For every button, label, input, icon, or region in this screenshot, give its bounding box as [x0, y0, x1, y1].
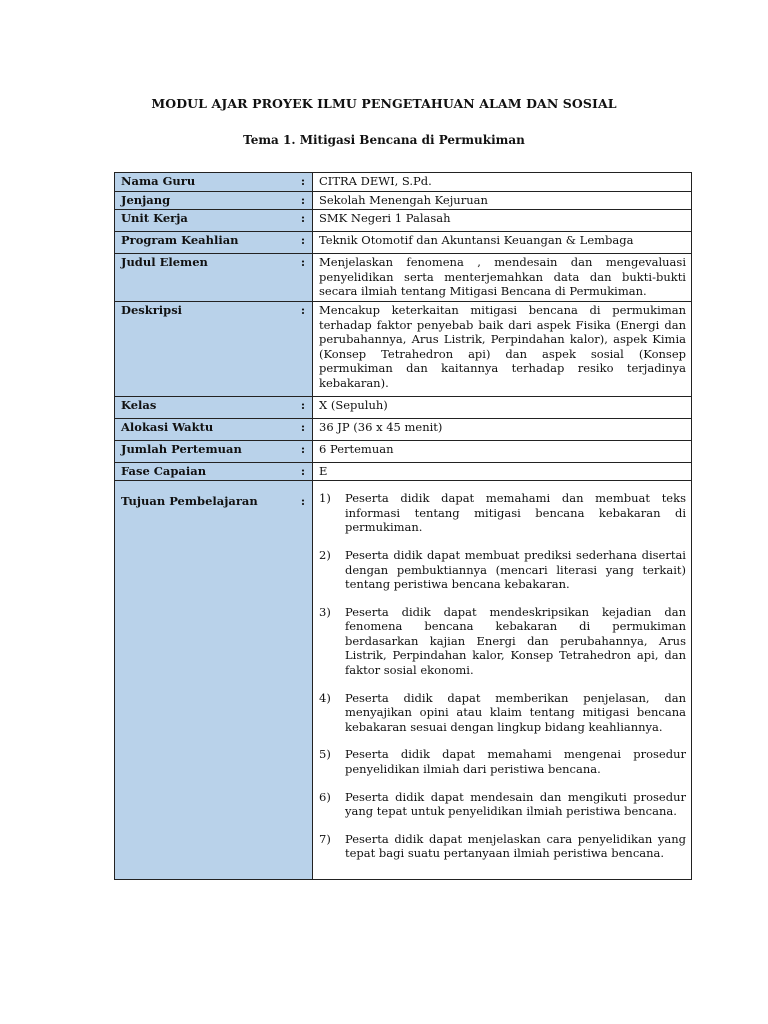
row-colon: : — [294, 173, 313, 192]
row-colon: : — [294, 481, 313, 880]
document-title: MODUL AJAR PROYEK ILMU PENGETAHUAN ALAM DAN SOSIAL — [151, 96, 617, 111]
list-item — [319, 605, 686, 678]
row-colon: : — [294, 462, 313, 481]
row-label: Judul Elemen — [115, 254, 295, 302]
list-item — [319, 790, 686, 819]
table-row — [115, 210, 692, 232]
time-allocation-value: 36 JP (36 x 45 menit) — [313, 418, 692, 440]
table-row — [115, 440, 692, 462]
phase-value: E — [313, 462, 692, 481]
table-row — [115, 232, 692, 254]
list-item — [319, 491, 686, 535]
teacher-name-value: CITRA DEWI, S.Pd. — [313, 173, 692, 192]
row-label: Jenjang — [115, 191, 295, 210]
document-subtitle: Tema 1. Mitigasi Bencana di Permukiman — [243, 133, 525, 147]
row-colon: : — [294, 191, 313, 210]
row-label: Unit Kerja — [115, 210, 295, 232]
row-label: Nama Guru — [115, 173, 295, 192]
objectives-label: Tujuan Pembelajaran — [121, 494, 258, 509]
level-value: Sekolah Menengah Kejuruan — [313, 191, 692, 210]
row-label: Alokasi Waktu — [115, 418, 295, 440]
objectives-list — [319, 491, 686, 861]
row-label: Program Keahlian — [115, 232, 295, 254]
row-colon: : — [294, 232, 313, 254]
table-row — [115, 301, 692, 396]
list-item — [319, 691, 686, 735]
table-row — [115, 173, 692, 192]
table-row — [115, 254, 692, 302]
item-number: 7) — [319, 831, 331, 846]
module-info-table — [114, 172, 692, 880]
program-value: Teknik Otomotif dan Akuntansi Keuangan & Lembaga — [313, 232, 692, 254]
item-number: 2) — [319, 547, 331, 562]
row-label — [115, 481, 295, 880]
meetings-value: 6 Pertemuan — [313, 440, 692, 462]
work-unit-value: SMK Negeri 1 Palasah — [313, 210, 692, 232]
item-number: 6) — [319, 789, 331, 804]
item-number: 3) — [319, 604, 331, 619]
item-number: 5) — [319, 747, 331, 762]
item-text: Peserta didik dapat memberikan penjelasan, dan menyajikan opini atau klaim tentang mitigasi bencana kebakaran sesuai dengan lingkup bidang keahliannya. — [345, 690, 686, 734]
table-row — [115, 418, 692, 440]
row-colon: : — [294, 418, 313, 440]
list-item — [319, 832, 686, 861]
table-row — [115, 191, 692, 210]
row-label: Deskripsi — [115, 301, 295, 396]
item-text: Peserta didik dapat memahami mengenai prosedur penyelidikan ilmiah dari peristiwa bencana. — [345, 747, 686, 777]
table-row — [115, 481, 692, 880]
item-text: Peserta didik dapat menjelaskan cara penyelidikan yang tepat bagi suatu pertanyaan ilmiah peristiwa bencana. — [345, 831, 686, 861]
table-row — [115, 396, 692, 418]
description-value: Mencakup keterkaitan mitigasi bencana di permukiman terhadap faktor penyebab baik dari aspek Fisika (Energi dan perubahannya, Arus Listrik, Perpindahan kalor), aspek Kimia (Konsep Tetrahedron api) dan aspek sosial (Konsep permukiman dan kaitannya terhadap resiko terjadinya kebakaran). — [313, 301, 692, 396]
row-colon: : — [294, 440, 313, 462]
class-value: X (Sepuluh) — [313, 396, 692, 418]
row-label: Fase Capaian — [115, 462, 295, 481]
row-colon: : — [294, 210, 313, 232]
list-item — [319, 548, 686, 592]
item-text: Peserta didik dapat mendesain dan mengikuti prosedur yang tepat untuk penyelidikan ilmiah peristiwa bencana. — [345, 789, 686, 819]
objectives-cell — [313, 481, 692, 880]
list-item — [319, 747, 686, 776]
row-label: Kelas — [115, 396, 295, 418]
row-colon: : — [294, 396, 313, 418]
item-text: Peserta didik dapat membuat prediksi sederhana disertai dengan pembuktiannya (mencari literasi yang terkait) tentang peristiwa bencana kebakaran. — [345, 547, 686, 592]
table-row — [115, 462, 692, 481]
row-colon: : — [294, 254, 313, 302]
item-text: Peserta didik dapat mendeskripsikan kejadian dan fenomena bencana kebakaran di permukiman berdasarkan kajian Energi dan perubahannya, Arus Listrik, Perpindahan kalor, Konsep Tetrahedron api, dan faktor sosial ekonomi. — [345, 604, 686, 678]
item-number: 1) — [319, 491, 331, 506]
item-text: Peserta didik dapat memahami dan membuat teks informasi tentang mitigasi bencana kebakaran di permukiman. — [345, 491, 686, 535]
element-title-value: Menjelaskan fenomena , mendesain dan mengevaluasi penyelidikan serta menterjemahkan data dan bukti-bukti secara ilmiah tentang Mitigasi Bencana di Permukiman. — [313, 254, 692, 302]
row-colon: : — [294, 301, 313, 396]
row-label: Jumlah Pertemuan — [115, 440, 295, 462]
item-number: 4) — [319, 690, 331, 705]
